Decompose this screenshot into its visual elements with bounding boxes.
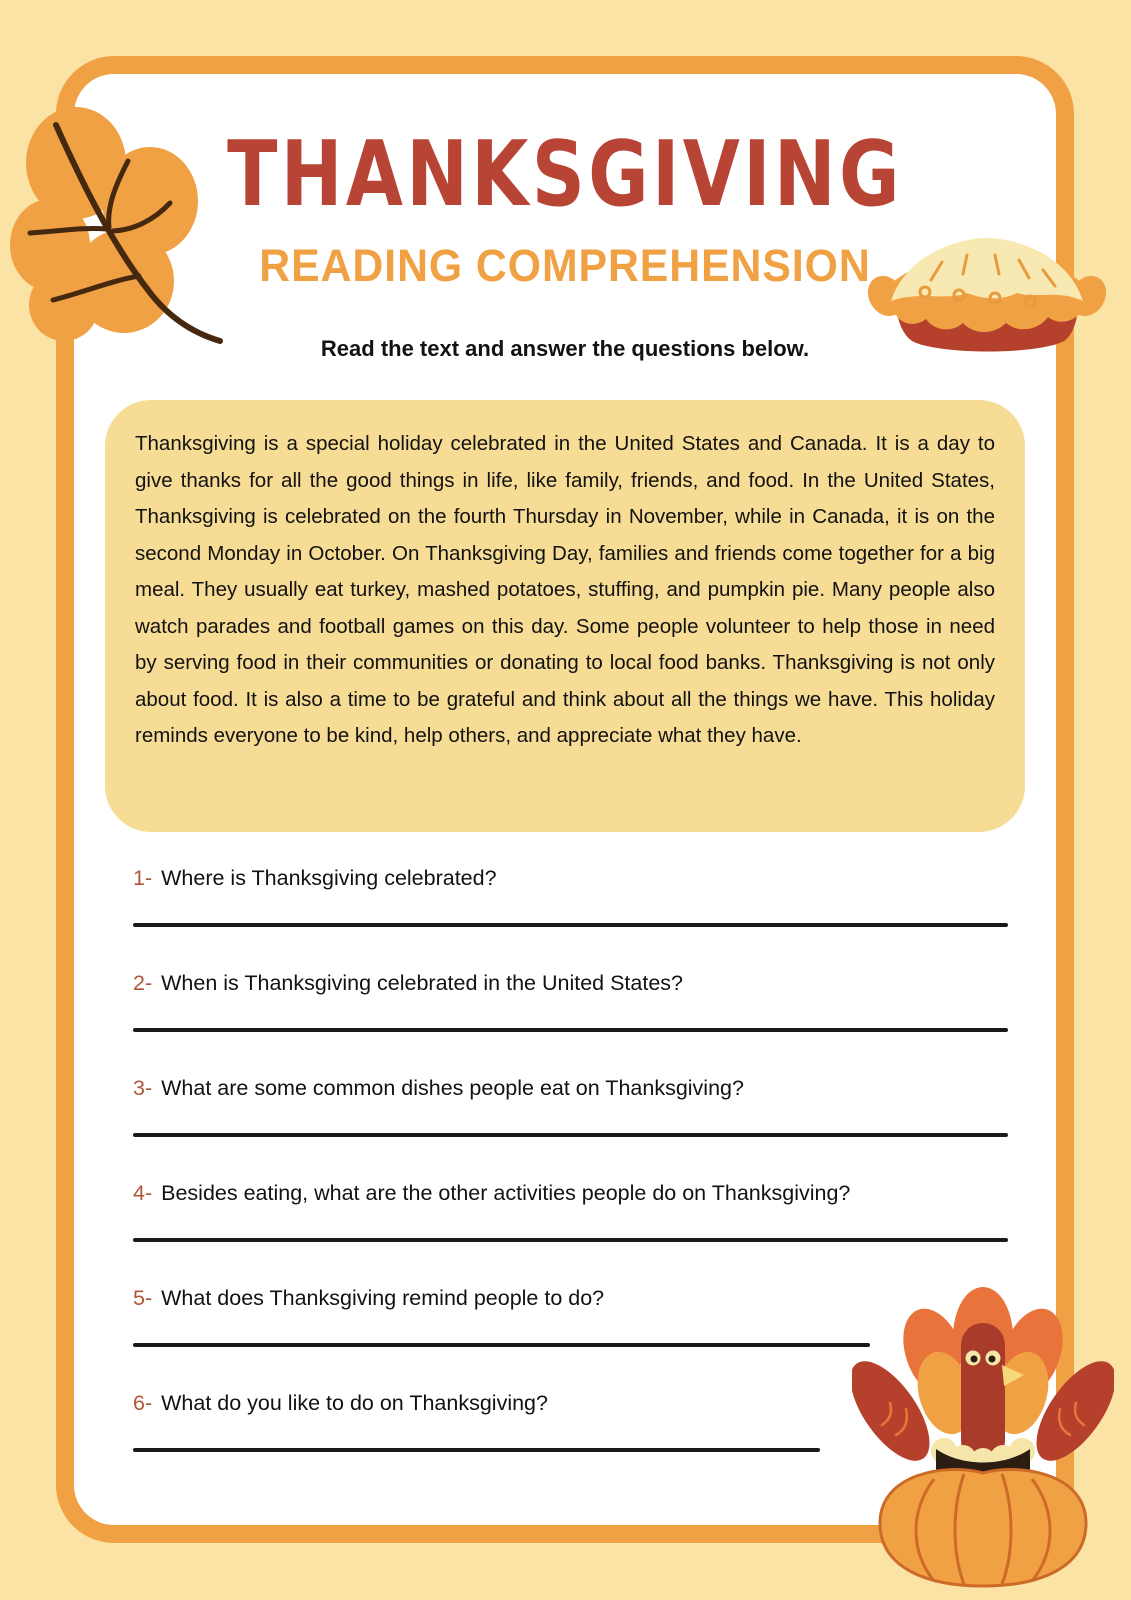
question-label <box>133 1286 1033 1311</box>
question-number: 4- <box>133 1181 153 1205</box>
answer-line[interactable] <box>133 1133 1008 1137</box>
question-text: What are some common dishes people eat on Thanksgiving? <box>161 1076 744 1100</box>
page-title: THANKSGIVING <box>227 122 903 227</box>
question-label <box>133 866 1033 891</box>
question-text: Where is Thanksgiving celebrated? <box>161 866 497 890</box>
question-text: What do you like to do on Thanksgiving? <box>161 1391 548 1415</box>
question-row-4 <box>133 1181 1033 1242</box>
question-text: Besides eating, what are the other activities people do on Thanksgiving? <box>161 1181 851 1205</box>
question-number: 6- <box>133 1391 153 1415</box>
answer-line[interactable] <box>133 1448 820 1452</box>
question-row-2 <box>133 971 1033 1032</box>
answer-line[interactable] <box>133 1343 870 1347</box>
instruction-text: Read the text and answer the questions below. <box>320 336 810 361</box>
question-label <box>133 1076 1033 1101</box>
question-label <box>133 971 1033 996</box>
question-text: What does Thanksgiving remind people to do? <box>161 1286 605 1310</box>
question-number: 3- <box>133 1076 153 1100</box>
reading-passage-box <box>105 400 1025 832</box>
answer-line[interactable] <box>133 1028 1008 1032</box>
answer-line[interactable] <box>133 1238 1008 1242</box>
question-label <box>133 1181 1033 1206</box>
reading-passage-text: Thanksgiving is a special holiday celebrated in the United States and Canada. It is a day to give thanks for all the good things in life, like family, friends, and food. In the United States, Thanksgiving is celebrated on the fourth Thursday in November, while in Canada, it is on the second Monday in October. On Thanksgiving Day, families and friends come together for a big meal. They usually eat turkey, mashed potatoes, stuffing, and pumpkin pie. Many people also watch parades and football games on this day. Some people volunteer to help those in need by serving food in their communities or donating to local food banks. Thanksgiving is not only about food. It is also a time to be grateful and think about all the things we have. This holiday reminds everyone to be kind, help others, and appreciate what they have. <box>135 432 995 747</box>
page-subtitle: READING COMPREHENSION <box>259 240 871 291</box>
question-number: 5- <box>133 1286 153 1310</box>
question-number: 1- <box>133 866 153 890</box>
question-text: When is Thanksgiving celebrated in the United States? <box>161 971 684 995</box>
answer-line[interactable] <box>133 923 1008 927</box>
question-row-6 <box>133 1391 1033 1452</box>
question-row-1 <box>133 866 1033 927</box>
question-row-5 <box>133 1286 1033 1347</box>
question-number: 2- <box>133 971 153 995</box>
question-label <box>133 1391 1033 1416</box>
question-row-3 <box>133 1076 1033 1137</box>
